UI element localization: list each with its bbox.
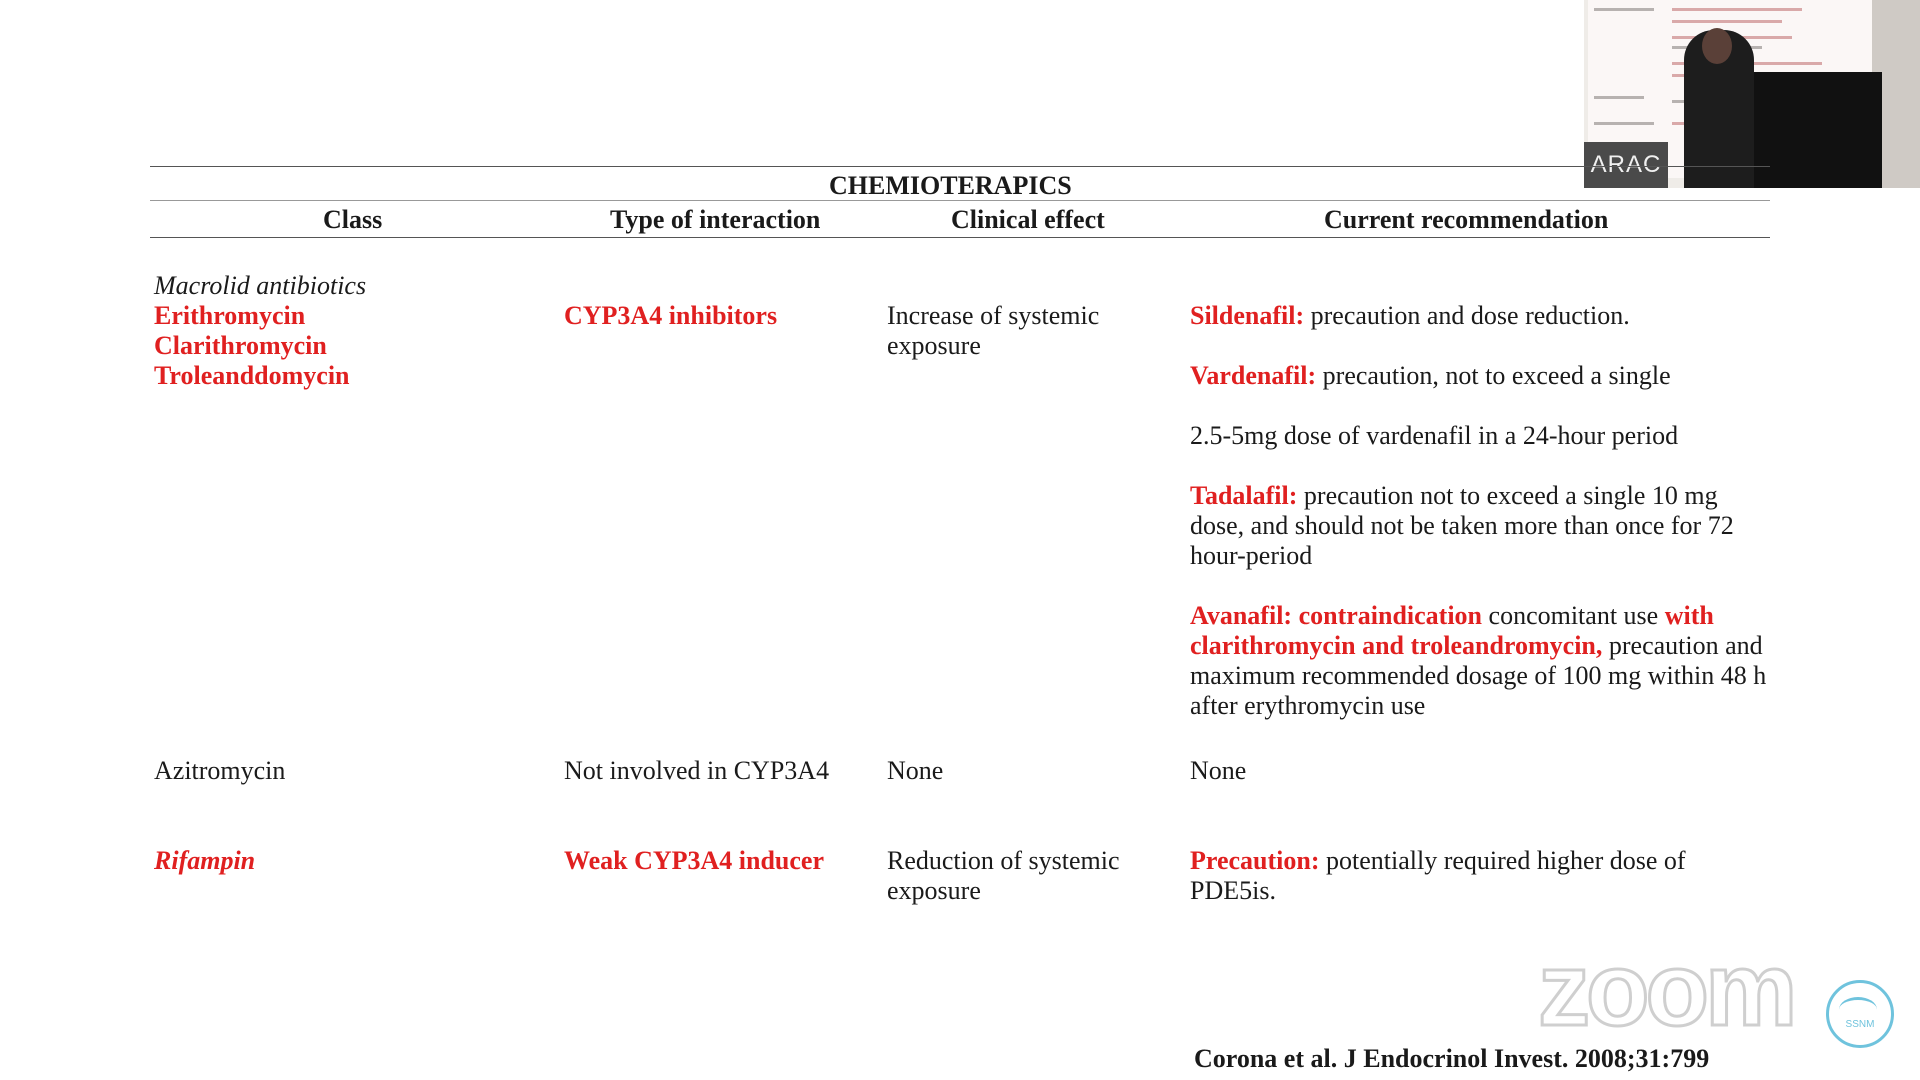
interaction-type: Weak CYP3A4 inducer [564,846,824,875]
col-header-interaction: Type of interaction [610,205,821,234]
class-heading: Macrolid antibiotics [154,271,367,300]
header-rule [150,237,1770,238]
recommendation-cell: Precaution: potentially required higher dose of PDE5is. [1190,846,1686,905]
table-top-rule [150,166,1770,167]
drug-label: Precaution: [1190,846,1320,875]
podium [1752,72,1882,188]
webcam-video-tile[interactable] [1584,0,1920,188]
table-row-class: Azitromycin [154,756,286,785]
drug-label: Tadalafil: [1190,481,1298,510]
table-row-class: Rifampin [154,846,256,875]
society-seal-icon: SSNM [1826,980,1894,1048]
drug-label: Avanafil: contraindication [1190,601,1483,630]
table-row [154,271,514,391]
interaction-type: Not involved in CYP3A4 [564,756,830,785]
drug-label: Sildenafil: [1190,301,1305,330]
col-header-class: Class [323,205,383,234]
clinical-effect: Increase of systemic exposure [887,301,1100,360]
drug-name: Erithromycin [154,301,306,330]
recommendation-cell: None [1190,756,1247,785]
clinical-effect: None [887,756,944,785]
interaction-type: CYP3A4 inhibitors [564,301,778,330]
citation: Corona et al. J Endocrinol Invest. 2008;31:799 [1194,1044,1710,1073]
drug-name: Troleanddomycin [154,361,350,390]
participant-name-label: ARAC [1584,142,1668,188]
clinical-effect: Reduction of systemic exposure [887,846,1120,905]
col-header-effect: Clinical effect [951,205,1105,234]
drug-label: Vardenafil: [1190,361,1317,390]
recommendation-cell: Sildenafil: precaution and dose reduction. Vardenafil: precaution, not to exceed a single 2.5-5mg dose of vardenafil in a 24-hour period Tadalafil: precaution not to exceed a single 10 mg dose, and should not be taken more than once for 72 hour-period Avanafil: contraindication concomitant use with clarithromycin and troleandromycin, precaution and maximum recommended dosage of 100 mg within 48 h after erythromycin use [1190,301,1767,720]
table-title: CHEMIOTERAPICS [829,171,1072,200]
col-header-recommendation: Current recommendation [1324,205,1609,234]
drug-name: Clarithromycin [154,331,327,360]
zoom-watermark: zoom [1538,932,1794,1048]
